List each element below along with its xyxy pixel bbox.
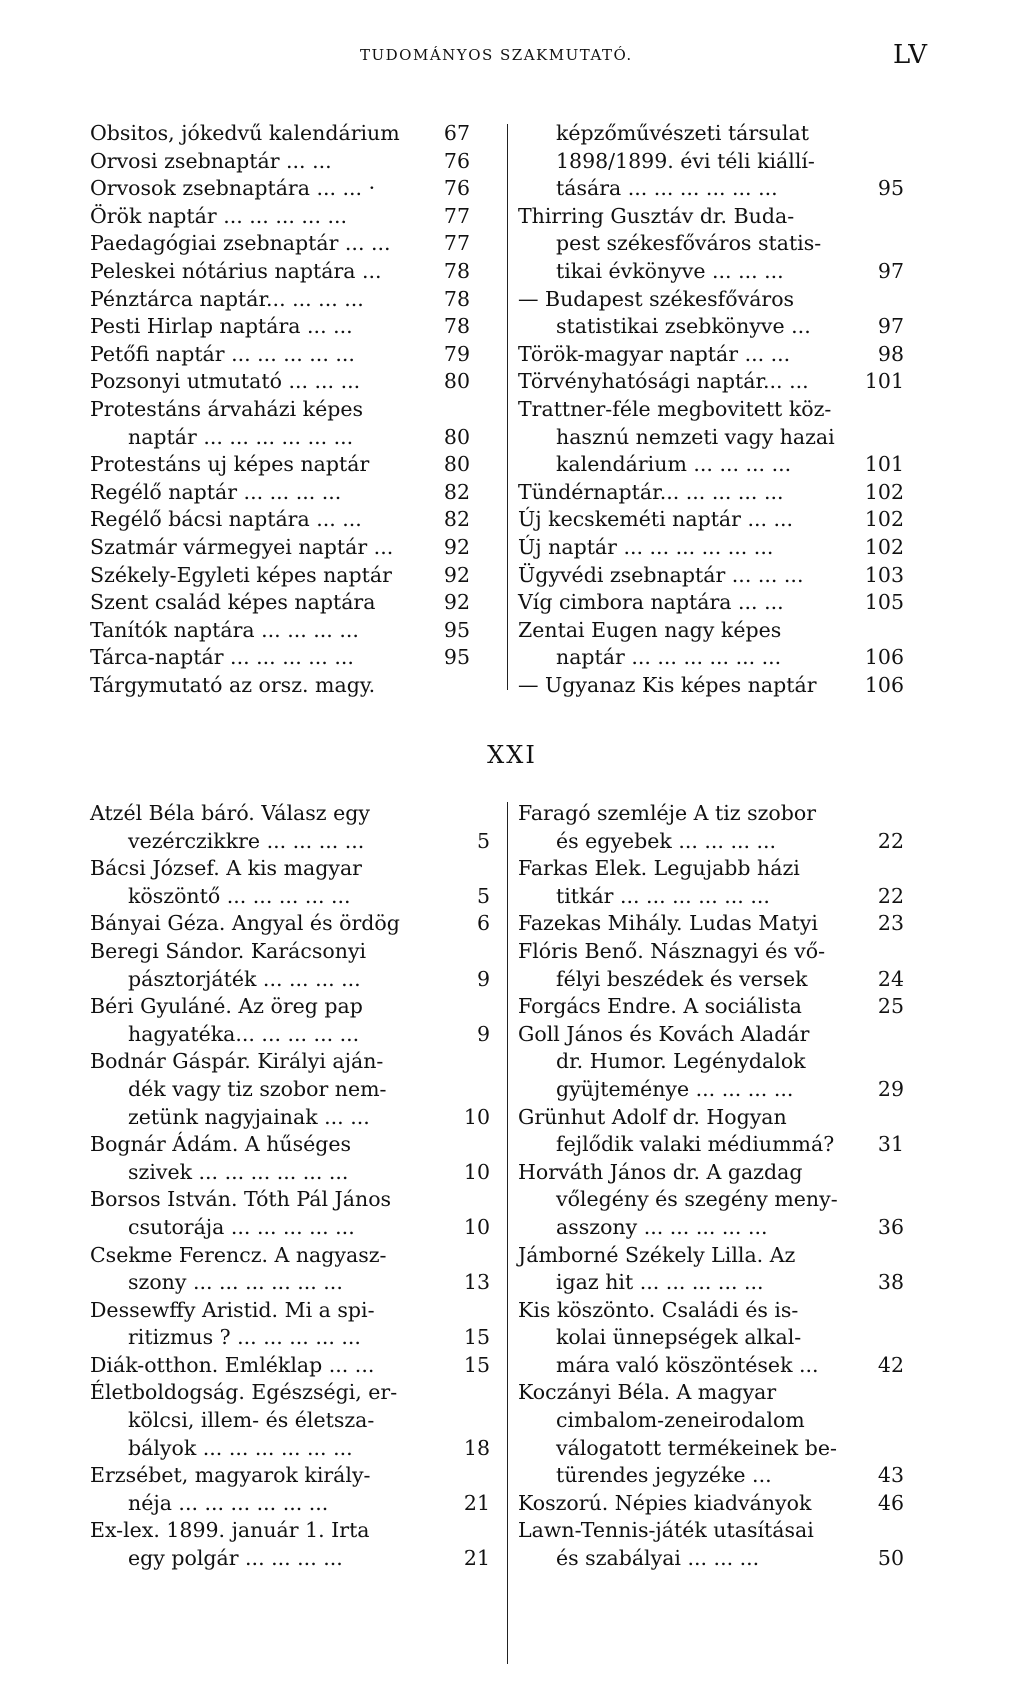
entry-line: Goll János és Kovách Aladár [518, 1021, 810, 1046]
index-entry [518, 1159, 904, 1242]
entry-line: naptár ... ... ... ... ... ... [556, 645, 782, 670]
entry-line: tására ... ... ... ... ... ... [556, 176, 778, 201]
entry-line: Farkas Elek. Legujabb házi [518, 856, 800, 881]
entry-page-number: 25 [877, 994, 904, 1019]
index-entry [518, 589, 904, 617]
entry-page-number: 46 [877, 1490, 904, 1515]
index-entry [90, 286, 470, 314]
entry-page-number: 22 [877, 828, 904, 853]
entry-line: válogatott termékeinek be- [556, 1435, 837, 1460]
index-entry [90, 120, 470, 148]
entry-page-number: 101 [864, 369, 904, 394]
entry-line: titkár ... ... ... ... ... ... [556, 883, 770, 908]
entry-line: egy polgár ... ... ... ... [128, 1546, 343, 1571]
entry-line: asszony ... ... ... ... ... [556, 1214, 768, 1239]
entry-page-number: 103 [864, 562, 904, 587]
entry-line: dr. Humor. Legénydalok [556, 1049, 806, 1074]
entry-line: Béri Gyuláné. Az öreg pap [90, 994, 363, 1019]
entry-page-number: 101 [864, 452, 904, 477]
index-entry [90, 203, 470, 231]
entry-line: Víg cimbora naptára ... ... [518, 590, 784, 615]
entry-page-number: 95 [877, 176, 904, 201]
entry-line: tikai évkönyve ... ... ... [556, 258, 784, 283]
entry-line: Orvosok zsebnaptára ... ... · [90, 176, 376, 201]
entry-line: Lawn-Tennis-játék utasításai [518, 1518, 814, 1543]
entry-line: Ügyvédi zsebnaptár ... ... ... [518, 562, 804, 587]
entry-page-number: 102 [864, 479, 904, 504]
index-entry [90, 562, 470, 590]
lower-left-column [90, 800, 490, 1573]
entry-line: — Ugyanaz Kis képes naptár [518, 672, 817, 697]
entry-line: Ex-lex. 1899. január 1. Irta [90, 1518, 370, 1543]
index-entry [518, 479, 904, 507]
index-entry [90, 1352, 490, 1380]
entry-line: Pesti Hirlap naptára ... ... [90, 314, 353, 339]
index-entry [90, 910, 490, 938]
entry-line: Erzsébet, magyarok király- [90, 1463, 371, 1488]
index-entry [90, 479, 470, 507]
entry-line: gyüjteménye ... ... ... ... [556, 1076, 794, 1101]
entry-line: köszöntő ... ... ... ... ... [128, 883, 351, 908]
entry-page-number: 15 [463, 1352, 490, 1377]
index-entry [518, 1021, 904, 1104]
index-entry [518, 617, 904, 672]
index-entry [518, 506, 904, 534]
index-entry [90, 451, 470, 479]
entry-line: naptár ... ... ... ... ... ... [128, 424, 354, 449]
entry-line: Tárca-naptár ... ... ... ... ... [90, 645, 354, 670]
entry-line: Székely-Egyleti képes naptár [90, 562, 392, 587]
entry-page-number: 92 [443, 562, 470, 587]
entry-page-number: 9 [476, 1021, 490, 1046]
index-entry [518, 1490, 904, 1518]
index-entry [90, 1297, 490, 1352]
index-entry [90, 534, 470, 562]
index-entry [518, 800, 904, 855]
entry-page-number: 78 [443, 258, 470, 283]
entry-line: kalendárium ... ... ... ... [556, 452, 792, 477]
entry-line: Atzél Béla báró. Válasz egy [90, 801, 370, 825]
index-entry [518, 120, 904, 203]
index-entry [518, 534, 904, 562]
entry-line: hagyatéka... ... ... ... ... [128, 1021, 360, 1046]
entry-page-number: 10 [463, 1159, 490, 1184]
entry-page-number: 38 [877, 1270, 904, 1295]
entry-line: és egyebek ... ... ... ... [556, 828, 777, 853]
index-entry [518, 1242, 904, 1297]
lower-right-column [518, 800, 904, 1573]
entry-page-number: 21 [463, 1546, 490, 1571]
entry-line: szony ... ... ... ... ... ... [128, 1270, 343, 1295]
entry-line: Kis köszönto. Családi és is- [518, 1297, 799, 1322]
entry-line: Faragó szemléje A tiz szobor [518, 801, 817, 825]
index-entry [90, 1242, 490, 1297]
entry-page-number: 43 [877, 1463, 904, 1488]
upper-right-column [518, 120, 904, 699]
index-entry [518, 1297, 904, 1380]
entry-line: pest székesfőváros statis- [556, 231, 822, 256]
index-entry [90, 1462, 490, 1517]
entry-page-number: 106 [864, 645, 904, 670]
entry-page-number: 23 [877, 911, 904, 936]
index-entry [90, 506, 470, 534]
entry-page-number: 106 [864, 672, 904, 697]
entry-line: — Budapest székesfőváros [518, 286, 795, 311]
index-entry [90, 230, 470, 258]
index-entry [518, 368, 904, 396]
entry-line: Bodnár Gáspár. Királyi aján- [90, 1049, 384, 1074]
entry-page-number: 92 [443, 590, 470, 615]
index-entry [90, 148, 470, 176]
entry-line: türendes jegyzéke ... [556, 1463, 772, 1488]
entry-page-number: 76 [443, 176, 470, 201]
entry-line: Jámborné Székely Lilla. Az [518, 1242, 796, 1267]
entry-line: Tárgymutató az orsz. magy. [90, 672, 376, 697]
entry-page-number: 92 [443, 534, 470, 559]
entry-page-number: 42 [877, 1352, 904, 1377]
entry-line: Orvosi zsebnaptár ... ... [90, 148, 332, 173]
index-entry [90, 800, 490, 855]
lower-column-rule [507, 802, 508, 1664]
entry-line: Pozsonyi utmutató ... ... ... [90, 369, 361, 394]
running-head [0, 40, 1024, 70]
entry-page-number: 10 [463, 1214, 490, 1239]
index-entry [90, 938, 490, 993]
index-entry [90, 175, 470, 203]
entry-line: Protestáns árvaházi képes [90, 396, 363, 421]
upper-left-column [90, 120, 470, 699]
entry-page-number: 95 [443, 645, 470, 670]
index-entry [90, 258, 470, 286]
index-entry [518, 938, 904, 993]
entry-line: Regélő naptár ... ... ... ... [90, 479, 342, 504]
entry-page-number: 82 [443, 479, 470, 504]
entry-page-number: 22 [877, 883, 904, 908]
entry-line: igaz hit ... ... ... ... ... [556, 1270, 764, 1295]
entry-line: kölcsi, illem- és életsza- [128, 1408, 375, 1433]
index-entry [518, 341, 904, 369]
entry-page-number: 9 [476, 966, 490, 991]
entry-page-number: 10 [463, 1104, 490, 1129]
entry-line: mára való köszöntések ... [556, 1352, 819, 1377]
entry-line: Grünhut Adolf dr. Hogyan [518, 1104, 787, 1129]
entry-line: Bányai Géza. Angyal és ördög [90, 911, 400, 936]
running-title: TUDOMÁNYOS SZAKMUTATÓ. [360, 46, 633, 64]
entry-page-number: 78 [443, 286, 470, 311]
entry-line: Forgács Endre. A sociálista [518, 994, 802, 1019]
entry-page-number: 79 [443, 341, 470, 366]
index-entry [90, 644, 470, 672]
entry-line: Trattner-féle megbovitett köz- [518, 396, 832, 421]
index-entry [90, 396, 470, 451]
entry-line: Flóris Benő. Násznagyi és vő- [518, 938, 825, 963]
entry-line: Borsos István. Tóth Pál János [90, 1187, 392, 1212]
section-heading: XXI [487, 741, 537, 769]
entry-line: ritizmus ? ... ... ... ... ... [128, 1325, 361, 1350]
entry-line: szivek ... ... ... ... ... ... [128, 1159, 349, 1184]
index-entry [90, 1379, 490, 1462]
entry-page-number: 102 [864, 534, 904, 559]
entry-line: Obsitos, jókedvű kalendárium [90, 121, 400, 145]
entry-line: bályok ... ... ... ... ... ... [128, 1435, 353, 1460]
entry-line: Thirring Gusztáv dr. Buda- [518, 203, 795, 228]
index-entry [90, 1048, 490, 1131]
index-entry [90, 313, 470, 341]
index-entry [518, 203, 904, 286]
index-entry [518, 910, 904, 938]
entry-line: és szabályai ... ... ... [556, 1546, 760, 1571]
entry-line: dék vagy tiz szobor nem- [128, 1076, 387, 1101]
index-entry [90, 341, 470, 369]
entry-line: Protestáns uj képes naptár [90, 452, 370, 477]
entry-line: Tündérnaptár... ... ... ... ... [518, 479, 784, 504]
entry-page-number: 80 [443, 369, 470, 394]
entry-page-number: 21 [463, 1490, 490, 1515]
entry-page-number: 31 [877, 1132, 904, 1157]
entry-page-number: 95 [443, 617, 470, 642]
entry-page-number: 97 [877, 314, 904, 339]
entry-line: Petőfi naptár ... ... ... ... ... [90, 341, 355, 366]
entry-line: Örök naptár ... ... ... ... ... [90, 203, 348, 228]
index-entry [90, 1131, 490, 1186]
entry-page-number: 24 [877, 966, 904, 991]
entry-line: Koszorú. Népies kiadványok [518, 1490, 812, 1515]
page-number: LV [893, 40, 928, 70]
upper-column-rule [507, 124, 508, 690]
entry-page-number: 67 [443, 121, 470, 145]
entry-line: Koczányi Béla. A magyar [518, 1380, 777, 1405]
entry-line: statistikai zsebkönyve ... [556, 314, 811, 339]
entry-line: Pénztárca naptár... ... ... ... [90, 286, 364, 311]
entry-line: Szatmár vármegyei naptár ... [90, 534, 394, 559]
entry-line: Fazekas Mihály. Ludas Matyi [518, 911, 818, 936]
entry-line: vőlegény és szegény meny- [556, 1187, 838, 1212]
entry-page-number: 82 [443, 507, 470, 532]
entry-page-number: 18 [463, 1435, 490, 1460]
entry-line: Csekme Ferencz. A nagyasz- [90, 1242, 387, 1267]
index-entry [90, 855, 490, 910]
index-entry [90, 589, 470, 617]
entry-line: néja ... ... ... ... ... ... [128, 1490, 329, 1515]
index-entry [90, 368, 470, 396]
index-entry [90, 672, 470, 700]
entry-page-number: 36 [877, 1214, 904, 1239]
entry-line: Szent család képes naptára [90, 590, 376, 615]
entry-line: Horváth János dr. A gazdag [518, 1159, 803, 1184]
entry-line: félyi beszédek és versek [556, 966, 808, 991]
index-entry [518, 993, 904, 1021]
entry-page-number: 77 [443, 231, 470, 256]
entry-page-number: 97 [877, 258, 904, 283]
entry-page-number: 5 [476, 828, 490, 853]
entry-page-number: 77 [443, 203, 470, 228]
index-entry [518, 1517, 904, 1572]
index-entry [518, 286, 904, 341]
entry-line: Bácsi József. A kis magyar [90, 856, 362, 881]
entry-line: pásztorjáték ... ... ... ... [128, 966, 361, 991]
index-entry [518, 672, 904, 700]
entry-line: vezérczikkre ... ... ... ... [128, 828, 365, 853]
entry-page-number: 105 [864, 590, 904, 615]
entry-line: Új kecskeméti naptár ... ... [518, 507, 794, 532]
entry-page-number: 80 [443, 452, 470, 477]
index-entry [518, 1104, 904, 1159]
entry-page-number: 102 [864, 507, 904, 532]
index-entry [90, 1517, 490, 1572]
index-entry [518, 855, 904, 910]
entry-page-number: 50 [877, 1546, 904, 1571]
entry-line: csutorája ... ... ... ... ... [128, 1214, 355, 1239]
entry-page-number: 5 [476, 883, 490, 908]
entry-line: Életboldogság. Egészségi, er- [90, 1380, 398, 1405]
entry-line: Regélő bácsi naptára ... ... [90, 507, 362, 532]
entry-page-number: 6 [476, 911, 490, 936]
entry-line: Paedagógiai zsebnaptár ... ... [90, 231, 391, 256]
entry-line: Beregi Sándor. Karácsonyi [90, 938, 367, 963]
entry-line: Bognár Ádám. A hűséges [90, 1132, 352, 1157]
index-entry [518, 1379, 904, 1489]
entry-line: képzőművészeti társulat [556, 121, 809, 145]
entry-line: zetünk nagyjainak ... ... [128, 1104, 370, 1129]
entry-page-number: 15 [463, 1325, 490, 1350]
index-entry [90, 993, 490, 1048]
entry-line: Tanítók naptára ... ... ... ... [90, 617, 359, 642]
entry-line: fejlődik valaki médiummá? [556, 1132, 835, 1157]
entry-page-number: 29 [877, 1076, 904, 1101]
entry-line: Új naptár ... ... ... ... ... ... [518, 534, 774, 559]
index-entry [518, 562, 904, 590]
index-entry [90, 1186, 490, 1241]
entry-page-number: 80 [443, 424, 470, 449]
entry-line: hasznú nemzeti vagy hazai [556, 424, 835, 449]
entry-line: kolai ünnepségek alkal- [556, 1325, 802, 1350]
entry-line: Dessewffy Aristid. Mi a spi- [90, 1297, 375, 1322]
entry-line: Diák-otthon. Emléklap ... ... [90, 1352, 375, 1377]
entry-page-number: 76 [443, 148, 470, 173]
entry-page-number: 98 [877, 341, 904, 366]
entry-page-number: 78 [443, 314, 470, 339]
entry-line: cimbalom-zeneirodalom [556, 1408, 805, 1433]
entry-line: Peleskei nótárius naptára ... [90, 258, 382, 283]
index-entry [90, 617, 470, 645]
entry-line: Törvényhatósági naptár... ... [518, 369, 809, 394]
entry-line: Zentai Eugen nagy képes [518, 617, 782, 642]
entry-line: Török-magyar naptár ... ... [518, 341, 791, 366]
entry-line: 1898/1899. évi téli kiállí- [556, 148, 815, 173]
entry-page-number: 13 [463, 1270, 490, 1295]
index-entry [518, 396, 904, 479]
